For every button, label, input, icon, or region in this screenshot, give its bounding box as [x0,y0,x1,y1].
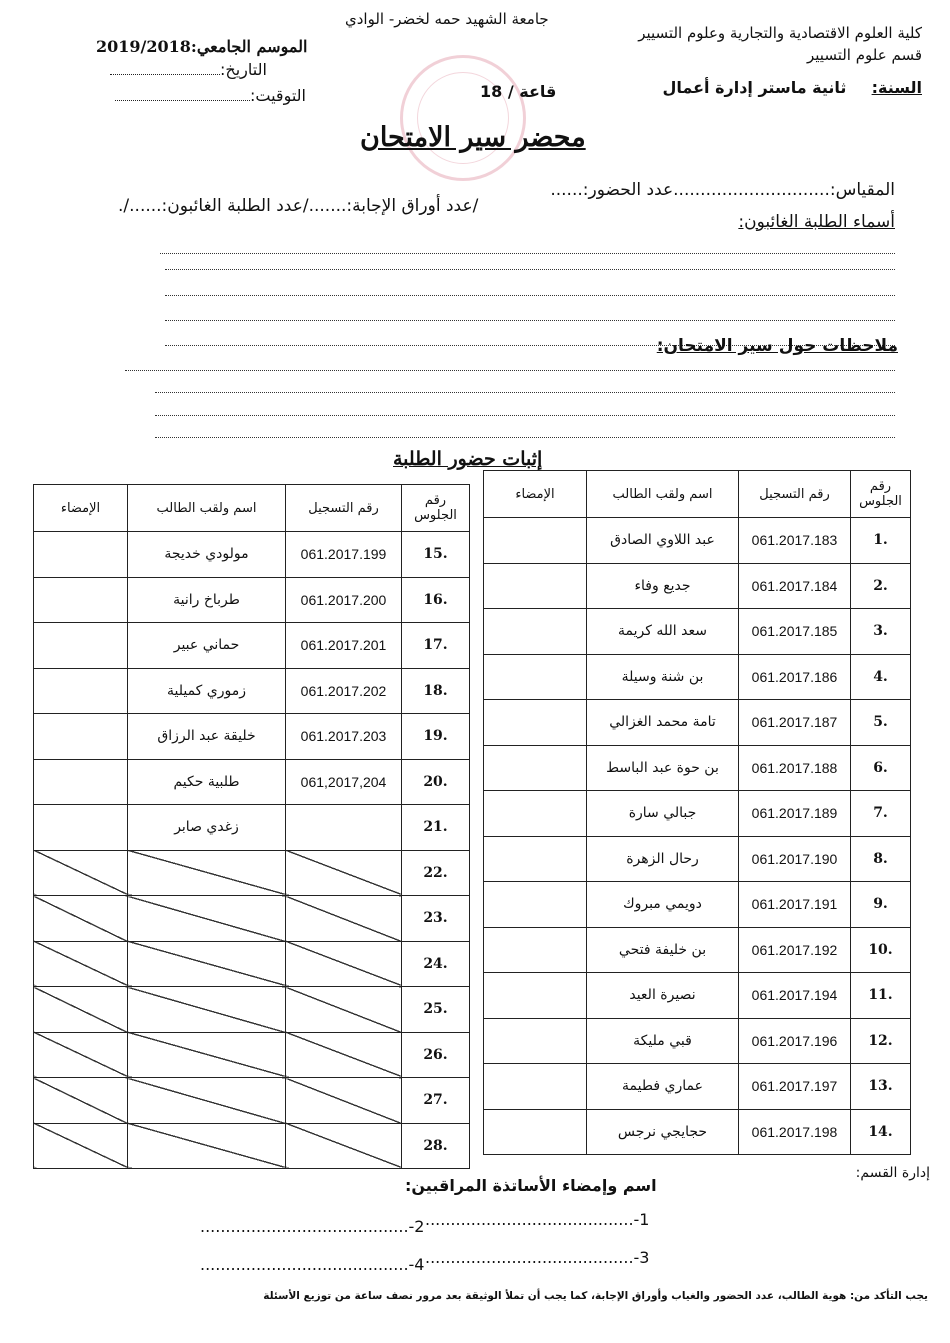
table-row [484,1064,911,1110]
signature-cell [34,714,128,760]
signature-cell [34,759,128,805]
table-row [484,927,911,973]
student-name: جديع وفاء [587,563,739,609]
table-row [34,577,470,623]
info-line-2: /عدد أوراق الإجابة:......./عدد الطلبة الغائبون:....../. [118,196,479,216]
signature-cell [484,1064,587,1110]
student-name [128,987,286,1033]
student-name: جبالي سارة [587,791,739,837]
absent-line-2 [165,269,895,270]
remarks-line-4 [155,437,895,438]
seat-number: 27. [402,1078,470,1124]
seat-number: 13. [851,1064,911,1110]
table-header-row [34,485,470,532]
signature-cell [34,1123,128,1169]
signature-cell [484,700,587,746]
signature-cell [484,1109,587,1155]
signature-cell [34,805,128,851]
student-name: تامة محمد الغزالي [587,700,739,746]
signature-cell [34,987,128,1033]
student-name: قبي مليكة [587,1018,739,1064]
registration-number [286,941,402,987]
remarks-line-2 [155,392,895,393]
signature-cell [34,1032,128,1078]
student-name: دويمي مبروك [587,882,739,928]
student-name: زموري كميلية [128,668,286,714]
page-title: محضر سير الامتحان [360,122,586,153]
col-reg: رقم التسجيل [286,485,402,532]
registration-number: 061.2017.186 [739,654,851,700]
col-seat: رقم الجلوس [402,485,470,532]
registration-number: 061.2017.187 [739,700,851,746]
student-name: مولودي خديجة [128,532,286,578]
date-field [110,60,267,79]
student-name: حماني عبير [128,623,286,669]
official-stamp [400,55,526,181]
student-name: عبد اللاوي الصادق [587,518,739,564]
supervisor-signature-2: 2-......................................... [200,1217,425,1236]
table-row [34,714,470,760]
seat-number: 8. [851,836,911,882]
absent-line-1 [160,253,895,254]
table-row [484,745,911,791]
col-reg: رقم التسجيل [739,471,851,518]
registration-number: 061.2017.183 [739,518,851,564]
registration-number [286,987,402,1033]
seat-number: 17. [402,623,470,669]
student-name: خليقة عبد الرزاق [128,714,286,760]
seat-number: 21. [402,805,470,851]
attendance-table-left [33,484,470,1169]
student-name: رحال الزهرة [587,836,739,882]
col-name: اسم ولقب الطالب [587,471,739,518]
col-sign: الإمضاء [34,485,128,532]
registration-number: 061.2017.190 [739,836,851,882]
registration-number: 061.2017.203 [286,714,402,760]
academic-season: الموسم الجامعي:2019/2018 [96,37,308,56]
department-name: قسم علوم التسيير [807,46,922,64]
table-header-row [484,471,911,518]
registration-number: 061.2017.198 [739,1109,851,1155]
signature-cell [34,577,128,623]
table-row [484,700,911,746]
student-name: عماري فطيمة [587,1064,739,1110]
student-name [128,896,286,942]
registration-number: 061,2017,204 [286,759,402,805]
registration-number [286,1123,402,1169]
absent-line-3 [165,295,895,296]
table-row [484,882,911,928]
room-number: قاعة / 18 [480,82,557,101]
year-value: ثانية ماستر إدارة أعمال [662,78,847,97]
table-row [34,850,470,896]
supervisor-signature-4: 4-......................................... [200,1255,425,1274]
seat-number: 19. [402,714,470,760]
table-row [484,518,911,564]
student-name: بن شنة وسيلة [587,654,739,700]
info-line-1: المقياس:.............................عدد الحضور:...... [550,180,895,200]
student-name: زغدي صابر [128,805,286,851]
table-row [34,1123,470,1169]
supervisor-signature-1: 1-......................................... [425,1210,650,1229]
signature-cell [484,836,587,882]
signature-cell [484,563,587,609]
student-name [128,941,286,987]
student-name [128,1032,286,1078]
signature-cell [484,882,587,928]
signature-cell [484,745,587,791]
signature-cell [484,1018,587,1064]
table-row [484,791,911,837]
signature-cell [484,791,587,837]
seat-number: 24. [402,941,470,987]
registration-number: 061.2017.201 [286,623,402,669]
signature-cell [34,668,128,714]
table-row [34,1078,470,1124]
seat-number: 14. [851,1109,911,1155]
col-name: اسم ولقب الطالب [128,485,286,532]
table-row [484,609,911,655]
seat-number: 11. [851,973,911,1019]
seat-number: 25. [402,987,470,1033]
signature-cell [484,927,587,973]
registration-number [286,805,402,851]
signature-cell [34,623,128,669]
registration-number [286,1078,402,1124]
registration-number: 061.2017.192 [739,927,851,973]
supervisors-heading: اسم وإمضاء الأساتذة المراقبين: [405,1176,657,1195]
seat-number: 12. [851,1018,911,1064]
faculty-name: كلية العلوم الاقتصادية والتجارية وعلوم التسيير [638,24,922,42]
student-name: سعد الله كريمة [587,609,739,655]
table-row [34,1032,470,1078]
seat-number: 5. [851,700,911,746]
table-row [34,987,470,1033]
table-row [484,654,911,700]
table-row [34,668,470,714]
registration-number: 061.2017.194 [739,973,851,1019]
col-sign: الإمضاء [484,471,587,518]
seat-number: 20. [402,759,470,805]
student-name: بن خليفة فتحي [587,927,739,973]
registration-number [286,850,402,896]
absent-heading: أسماء الطلبة الغائبون: [738,212,895,232]
seat-number: 28. [402,1123,470,1169]
student-name: نصيرة العيد [587,973,739,1019]
signature-cell [484,518,587,564]
seat-number: 23. [402,896,470,942]
col-seat: رقم الجلوس [851,471,911,518]
table-row [34,941,470,987]
time-label: التوقيت: [250,86,306,105]
signature-cell [484,973,587,1019]
time-field [115,86,306,105]
registration-number: 061.2017.191 [739,882,851,928]
seat-number: 9. [851,882,911,928]
table-row [484,563,911,609]
student-name [128,850,286,896]
date-label: التاريخ: [220,60,267,79]
signature-cell [484,609,587,655]
signature-cell [34,941,128,987]
attendance-table-right [483,470,911,1155]
registration-number [286,1032,402,1078]
seat-number: 6. [851,745,911,791]
registration-number: 061.2017.196 [739,1018,851,1064]
registration-number: 061.2017.200 [286,577,402,623]
table-row [34,623,470,669]
subject-label: المقياس: [829,180,895,200]
student-name: بن حوة عبد الباسط [587,745,739,791]
absent-line-4 [165,320,895,321]
table-row [34,532,470,578]
supervisor-signature-3: 3-......................................... [425,1248,650,1267]
seat-number: 4. [851,654,911,700]
table-row [34,805,470,851]
seat-number: 1. [851,518,911,564]
registration-number: 061.2017.185 [739,609,851,655]
year-field [662,78,922,97]
table-row [34,896,470,942]
signature-cell [34,850,128,896]
seat-number: 26. [402,1032,470,1078]
year-label: السنة: [871,78,922,97]
table-row [484,1018,911,1064]
table-row [484,1109,911,1155]
registration-number: 061.2017.188 [739,745,851,791]
seat-number: 3. [851,609,911,655]
table-row [34,759,470,805]
registration-number: 061.2017.202 [286,668,402,714]
footer-note: يجب التأكد من: هوية الطالب، عدد الحضور والغياب وأوراق الإجابة، كما يجب أن تملأ الوثيقة بعد مرور نصف ساعة من توزيع الأسئلة [263,1290,928,1302]
student-name [128,1123,286,1169]
university-name: جامعة الشهيد حمه لخضر- الوادي [345,10,549,28]
signature-cell [484,654,587,700]
department-admin: إدارة القسم: [855,1165,930,1181]
table-row [484,973,911,1019]
attendance-count-label: عدد الحضور: [582,180,674,200]
seat-number: 7. [851,791,911,837]
remarks-heading: ملاحظات حول سير الامتحان: [656,336,898,356]
registration-number: 061.2017.184 [739,563,851,609]
table-row [484,836,911,882]
registration-number: 061.2017.189 [739,791,851,837]
student-name: طرباخ رانية [128,577,286,623]
registration-number: 061.2017.199 [286,532,402,578]
student-name: طلبية حكيم [128,759,286,805]
seat-number: 10. [851,927,911,973]
signature-cell [34,532,128,578]
registration-number: 061.2017.197 [739,1064,851,1110]
attendance-heading: إثبات حضور الطلبة [393,448,543,470]
seat-number: 18. [402,668,470,714]
registration-number [286,896,402,942]
remarks-line-3 [155,415,895,416]
seat-number: 2. [851,563,911,609]
student-name [128,1078,286,1124]
remarks-line-1 [125,370,895,371]
signature-cell [34,1078,128,1124]
seat-number: 22. [402,850,470,896]
seat-number: 16. [402,577,470,623]
seat-number: 15. [402,532,470,578]
student-name: حجايجي نرجس [587,1109,739,1155]
signature-cell [34,896,128,942]
